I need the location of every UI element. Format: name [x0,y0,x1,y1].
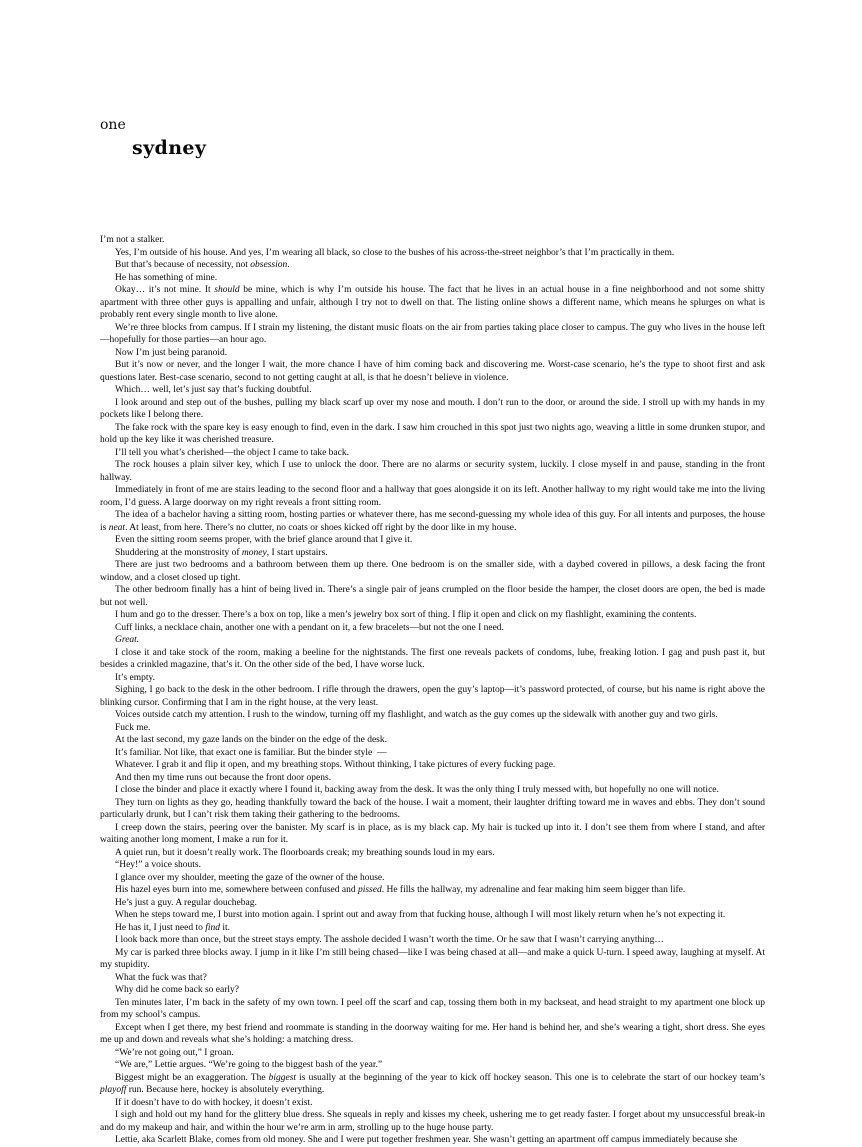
italic-text: playoff [100,1085,127,1095]
paragraph [100,972,765,985]
text-run: Sighing, I go back to the desk in the other bedroom. I rifle through the drawers, open the guy’s laptop—it’s password protected, of course, but his name is right above the blinking cursor. Confirming that I am in the right house, at the very least. [100,685,765,708]
paragraph [100,984,765,997]
text-run: Shuddering at the monstrosity of [115,547,242,558]
text-run: The rock houses a plain silver key, which I use to unlock the door. There are no alarms or security system, luckily. I close myself in and pause, standing in the front hallway. [100,460,765,483]
text-run: The other bedroom finally has a hint of being lived in. There’s a single pair of jeans crumpled on the floor beside the hamper, the closet doors are open, the bed is made but not well. [100,585,765,608]
text-run: If it doesn’t have to do with hockey, it doesn’t exist. [115,1097,313,1108]
paragraph [100,634,765,647]
text-run: But that’s because of necessity, not [115,260,251,270]
text-run: Lettie, aka Scarlett Blake, comes from old money. She and I were put together freshmen year. She wasn’t getting an apartment off campus immediately because she [115,1135,738,1145]
paragraph [100,747,765,760]
text-run: We’re three blocks from campus. If I strain my listening, the distant music floats on the air from parties taking place closer to campus. The guy who lives in the house left—hopefully for those parties—an hour ago. [100,322,765,345]
text-run: It’s empty. [115,672,156,683]
text-run: Which… well, let’s just say that’s fucking doubtful. [115,385,312,395]
paragraph [100,709,765,722]
italic-text: money [241,547,267,558]
paragraph [100,947,765,972]
paragraph [100,772,765,785]
paragraph [100,684,765,709]
text-run: But it’s now or never, and the longer I wait, the more chance I have of him coming back and discovering me. Worst-case scenario, he’s the type to shoot first and ask questions later. Best-case scenario, second to not getting caught at all, is that he doesn’t believe in violence. [100,360,765,383]
text-run: He’s just a guy. A regular douchebag. [115,897,257,908]
paragraph [100,909,765,922]
italic-text: find [205,922,221,933]
paragraph [100,509,765,534]
text-run: “We’re not going out,” I groan. [115,1047,234,1058]
paragraph [100,997,765,1022]
paragraph [100,559,765,584]
paragraph [100,934,765,947]
text-run: Yes, I’m outside of his house. And yes, I’m wearing all black, so close to the bushes of his across-the-street neighbor’s that I’m practically in them. [115,247,675,258]
text-run: “Hey!” a voice shouts. [115,860,201,870]
text-run: Except when I get there, my best friend and roommate is standing in the doorway waiting for me. Her hand is behind her, and she’s wearing a tight, short dress. She eyes me up and down and reveals what she’s holding: a matching dress. [100,1022,765,1045]
text-run: The fake rock with the spare key is easy enough to find, even in the dark. I saw him crouched in this spot just two nights ago, weaving a little in some drunken stupor, and hold up the key like it was cherished treasure. [100,422,765,445]
paragraph [100,459,765,484]
paragraph [100,1134,765,1147]
paragraph [100,284,765,322]
paragraph [100,1059,765,1072]
paragraph [100,722,765,735]
text-run: I look around and step out of the bushes, pulling my black scarf up over my nose and mouth. I don’t run to the door, or around the side. I stroll up with my hands in my pockets like I belong there. [100,397,765,420]
text-run: Even the sitting room seems proper, with the brief glance around that I give it. [115,535,413,545]
text-run: , I start upstairs. [266,547,328,558]
text-run: . He fills the hallway, my adrenaline and fear making him seem bigger than life. [381,885,686,895]
paragraph [100,1109,765,1134]
chapter-number: one [100,117,126,133]
text-run: I creep down the stairs, peering over the banister. My scarf is in place, as is my black cap. My hair is tucked up into it. I don’t see them from where I stand, and after waiting another long moment, I make a run for it. [100,822,765,845]
paragraph [100,1022,765,1047]
text-run: What the fuck was that? [115,972,207,983]
text-run: I sigh and hold out my hand for the glittery blue dress. She squeals in reply and kisses my cheek, ushering me to get ready faster. I forget about my unsuccessful break-in and do my makeup and hair, and within the hour we’re arm in arm, strolling up to the huge house party. [100,1110,765,1133]
text-run: Biggest might be an exaggeration. The [115,1072,269,1083]
text-run: be mine, which is why I’m outside his house. The fact that he lives in an actual house in a fine neighborhood and not some shitty apartment with three other guys is appalling and unfair, although I try not to dwell on that. The listing online shows a different name, which means he splurges on what is probably rent every single month to live alone. [100,285,765,320]
paragraph [100,322,765,347]
text-run: Now I’m just being paranoid. [115,347,228,358]
paragraph [100,872,765,885]
paragraph [100,847,765,860]
paragraph [100,1097,765,1110]
paragraph [100,247,765,260]
text-run: I’m not a stalker. [100,235,165,245]
paragraph [100,922,765,935]
text-run: run. Because here, hockey is absolutely everything. [126,1085,325,1095]
paragraph [100,484,765,509]
text-run: My car is parked three blocks away. I jump in it like I’m still being chased—like I was being chased at all—and make a quick U-turn. I speed away, laughing at myself. At my stupidity. [100,947,765,970]
text-run: Immediately in front of me are stairs leading to the second floor and a hallway that goes alongside it on its left. Another hallway to my right would take me into the living room, I’d guess. A large doorway on my right reveals a front sitting room. [100,485,765,508]
text-run: Why did he come back so early? [115,985,239,995]
paragraph [100,1072,765,1097]
paragraph [100,447,765,460]
text-run: I close the binder and place it exactly where I found it, backing away from the desk. It was the only thing I truly messed with, but hopefully no one will notice. [115,785,719,795]
text-run: I’ll tell you what’s cherished—the object I came to take back. [115,447,349,458]
text-run: I close it and take stock of the room, making a beeline for the nightstands. The first one reveals packets of condoms, lube, freaking lotion. I gag and push past it, but besides a crinkled magazine, that’s it. On the other side of the bed, I have worse luck. [100,647,765,670]
body-text [100,234,765,1147]
text-run: He has something of mine. [115,272,218,283]
text-run: Okay… it’s not mine. It [115,285,215,295]
paragraph [100,1047,765,1060]
text-run: He has it, I just need to [115,922,206,933]
italic-text: neat [108,522,126,533]
paragraph [100,384,765,397]
text-run: Voices outside catch my attention. I rush to the window, turning off my flashlight, and watch as the guy comes up the sidewalk with another guy and two girls. [115,710,718,720]
text-run: . At least, from here. There’s no clutter, no coats or shoes kicked off right by the door like in my house. [125,522,517,533]
italic-text: pissed [357,885,382,895]
text-run: Cuff links, a necklace chain, another one with a pendant on it, a few bracelets—but not the one I need. [115,622,504,633]
text-run: And then my time runs out because the front door opens. [115,772,332,783]
text-run: I look back more than once, but the street stays empty. The asshole decided I wasn’t worth the time. Or he saw that I wasn’t carrying anything… [115,935,664,945]
paragraph [100,359,765,384]
paragraph [100,422,765,447]
paragraph [100,784,765,797]
paragraph [100,797,765,822]
text-run: I glance over my shoulder, meeting the gaze of the owner of the house. [115,872,385,883]
text-run: Whatever. I grab it and flip it open, and my breathing stops. Without thinking, I take pictures of every fucking page. [115,760,556,770]
text-run: it. [220,922,231,933]
text-run: Fuck me. [115,722,151,733]
paragraph [100,259,765,272]
italic-text: should [214,285,240,295]
text-run: is usually at the beginning of the year to kick off hockey season. This one is to celebrate the start of our hockey team’s [296,1072,765,1083]
italic-text: biggest [268,1072,297,1083]
text-run: . [287,260,290,270]
paragraph [100,397,765,422]
paragraph [100,622,765,635]
paragraph [100,734,765,747]
paragraph [100,347,765,360]
italic-text: Great. [115,635,140,645]
text-run: I hum and go to the dresser. There’s a box on top, like a men’s jewelry box sort of thing. I flip it open and click on my flashlight, examining the contents. [115,610,697,620]
paragraph [100,609,765,622]
text-run: “We are,” Lettie argues. “We’re going to the biggest bash of the year.” [115,1060,383,1070]
paragraph [100,547,765,560]
text-run: The idea of a bachelor having a sitting room, hosting parties or whatever there, has me second-guessing my whole idea of this guy. For all intents and purposes, the house is [100,510,765,533]
paragraph [100,272,765,285]
paragraph [100,884,765,897]
text-run: Ten minutes later, I’m back in the safety of my own town. I peel off the scarf and cap, tossing them both in my backseat, and head straight to my apartment one block up from my school’s campus. [100,997,765,1020]
paragraph [100,647,765,672]
chapter-title: sydney [132,137,207,159]
paragraph [100,897,765,910]
paragraph [100,584,765,609]
text-run: There are just two bedrooms and a bathroom between them up there. One bedroom is on the smaller side, with a daybed covered in pillows, a desk facing the front window, and a closet closed up tight. [100,560,765,583]
text-run: It’s familiar. Not like, that exact one is familiar. But the binder style — [115,747,387,758]
text-run: At the last second, my gaze lands on the binder on the edge of the desk. [115,735,387,745]
paragraph [100,759,765,772]
text-run: His hazel eyes burn into me, somewhere between confused and [115,885,358,895]
paragraph [100,822,765,847]
paragraph [100,534,765,547]
text-run: A quiet run, but it doesn’t really work. The floorboards creak; my breathing sounds loud in my ears. [115,847,495,858]
paragraph [100,672,765,685]
paragraph [100,234,765,247]
paragraph [100,859,765,872]
italic-text: obsession [250,260,288,270]
text-run: They turn on lights as they go, heading thankfully toward the back of the house. I wait a moment, their laughter drifting toward me in waves and ebbs. They don’t sound particularly drunk, but I can’t risk them taking their gathering to the bedrooms. [100,797,765,820]
text-run: When he steps toward me, I burst into motion again. I sprint out and away from that fucking house, although I will most likely return when he’s not expecting it. [115,910,726,920]
